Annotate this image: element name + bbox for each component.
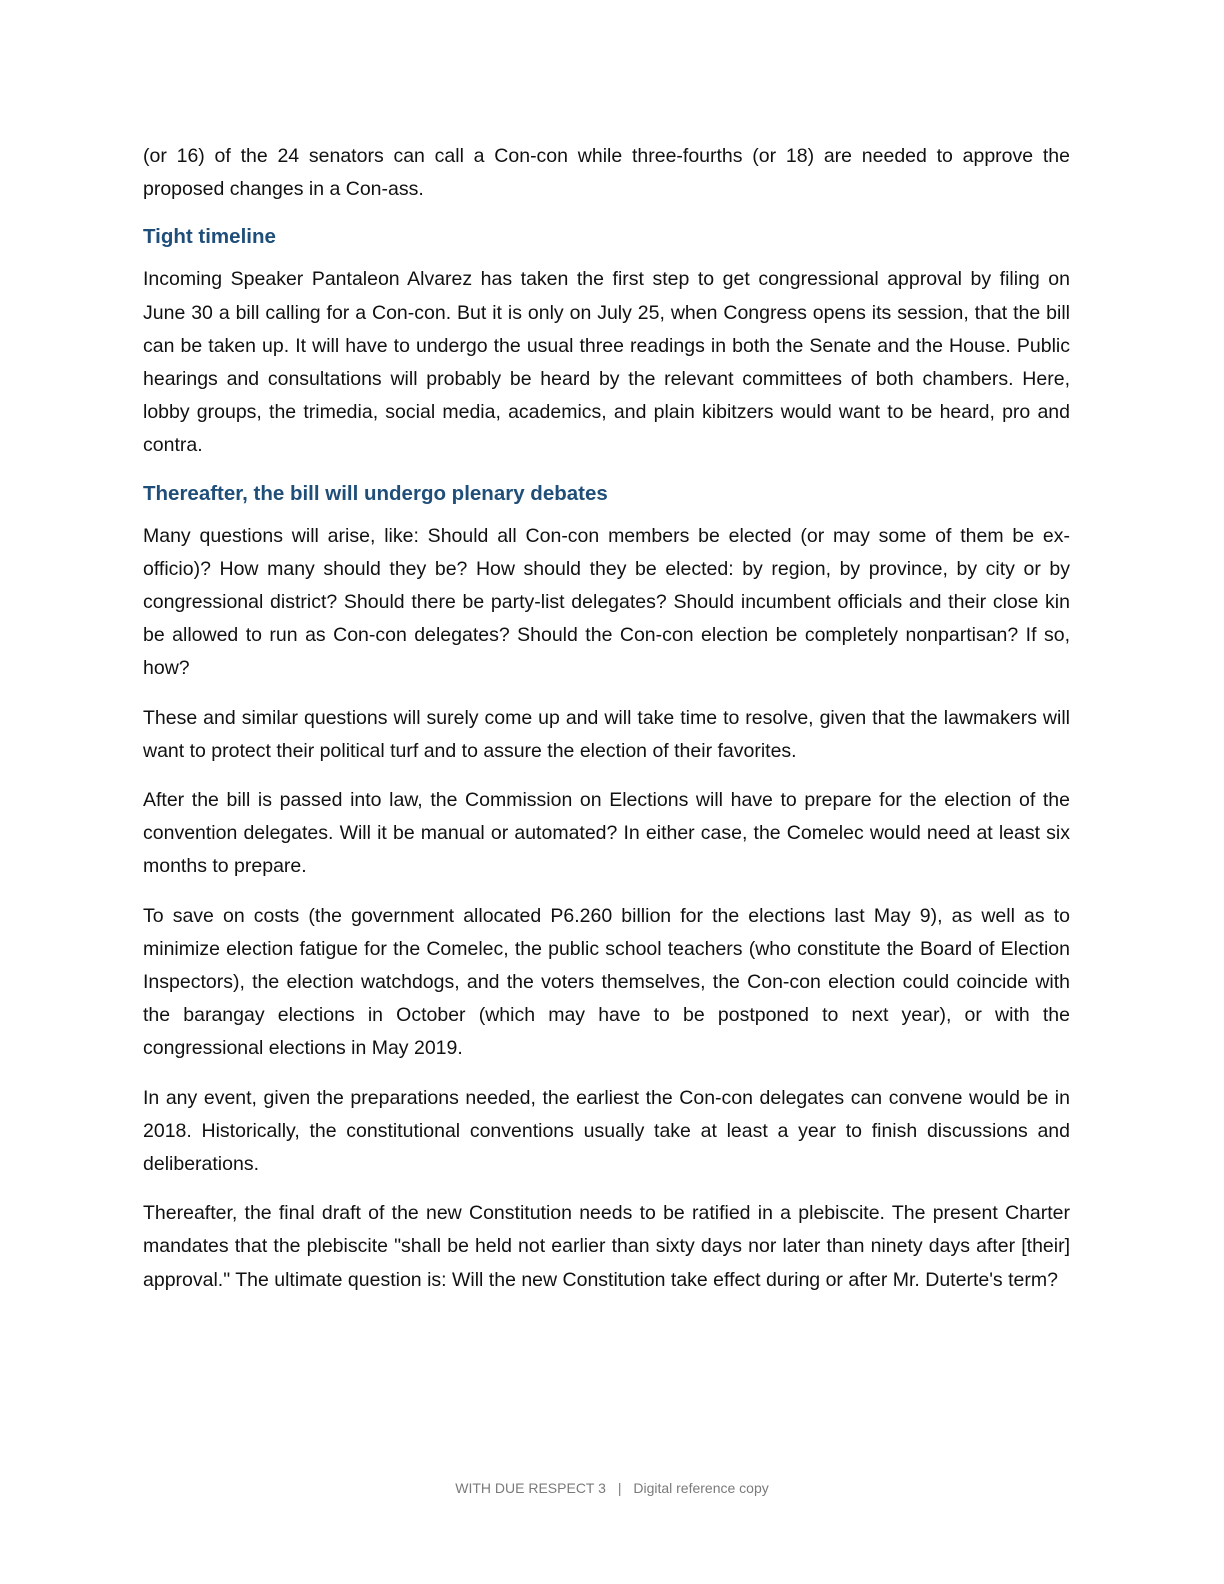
paragraph-lawmakers: These and similar questions will surely come up and will take time to resolve, given that the lawmakers will want to protect their political turf and to assure the election of their favorites. [143, 706, 1070, 762]
paragraph-convene: In any event, given the preparations needed, the earliest the Con-con delegates can convene would be in 2018. Historically, the constitutional conventions usually take at least a year to finish discussions and deliberations. [143, 1086, 1070, 1176]
paragraph-senate-vote: (or 16) of the 24 senators can call a Con-con while three-fourths (or 18) are needed to approve the proposed changes in a Con-ass. [143, 145, 1070, 201]
paragraph-questions: Many questions will arise, like: Should all Con-con members be elected (or may some of them be ex-officio)? How many should they be? How should they be elected: by region, by province, by city or by congressional district? Should there be party-list delegates? Should incumbent officials and their close kin be allowed to run as Con-con delegates? Should the Con-con election be completely nonpartisan? If so, how? [143, 524, 1070, 680]
heading-tight-timeline: Tight timeline [143, 225, 276, 249]
paragraph-plebiscite: Thereafter, the final draft of the new Constitution needs to be ratified in a plebiscite. The present Charter mandates that the plebiscite "shall be held not earlier than sixty days nor later than ninety days after [their] approval." The ultimate question is: Will the new Constitution take effect during or after Mr. Duterte's term? [143, 1202, 1070, 1291]
paragraph-comelec: After the bill is passed into law, the Commission on Elections will have to prepare for the election of the convention delegates. Will it be manual or automated? In either case, the Comelec would need at least six months to prepare. [143, 789, 1070, 878]
footer-separator: | [617, 1480, 622, 1496]
page-footer [0, 1478, 1224, 1498]
heading-plenary-debates: Thereafter, the bill will undergo plenary debates [143, 481, 608, 505]
paragraph-costs: To save on costs (the government allocated P6.260 billion for the elections last May 9), as well as to minimize election fatigue for the Comelec, the public school teachers (who constitute the Board of Election Inspectors), the election watchdogs, and the voters themselves, the Con-con election could coincide with the barangay elections in October (which may have to be postponed to next year), or with the congressional elections in May 2019. [143, 904, 1070, 1060]
paragraph-speaker-bill: Incoming Speaker Pantaleon Alvarez has taken the first step to get congressional approval by filing on June 30 a bill calling for a Con-con. But it is only on July 25, when Congress opens its session, that the bill can be taken up. It will have to undergo the usual three readings in both the Senate and the House. Public hearings and consultations will probably be heard by the relevant committees of both chambers. Here, lobby groups, the trimedia, social media, academics, and plain kibitzers would want to be heard, pro and contra. [143, 268, 1070, 457]
footer-title: WITH DUE RESPECT [455, 1480, 595, 1496]
document-body [143, 140, 1070, 1313]
footer-page-number: 3 [598, 1480, 606, 1496]
footer-note: Digital reference copy [633, 1480, 769, 1496]
